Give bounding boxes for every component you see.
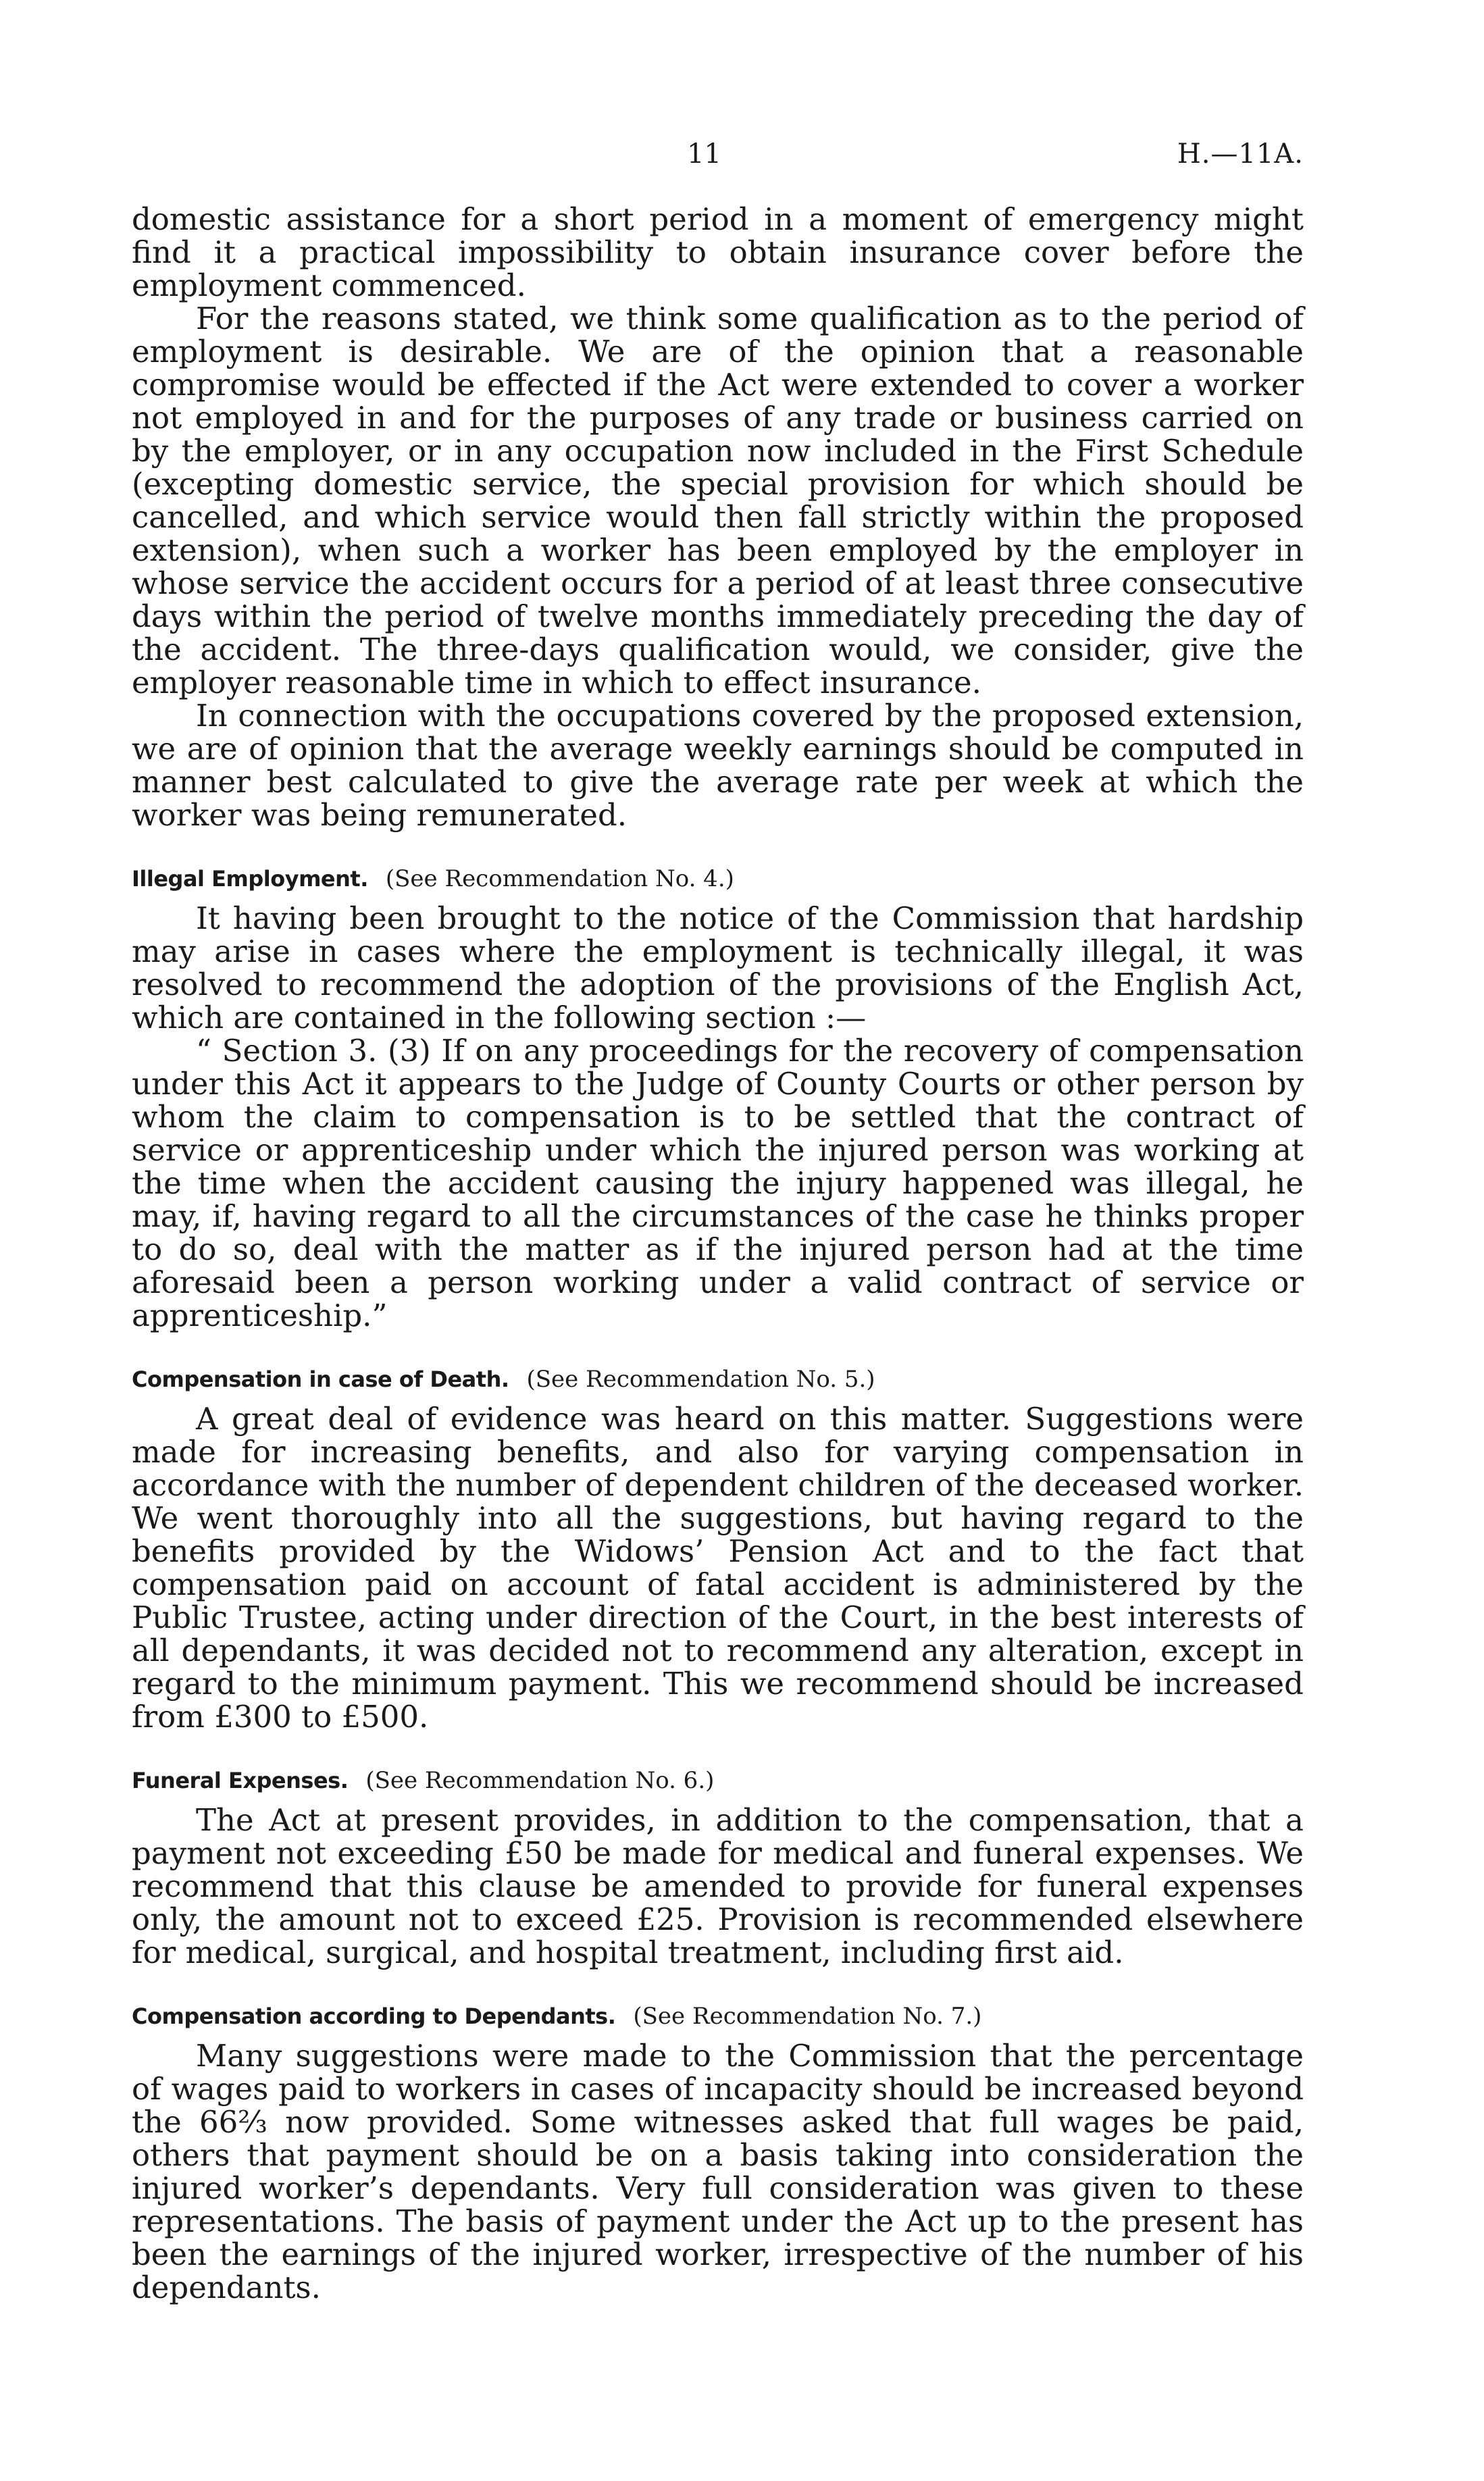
section-compensation-death <box>132 1364 1304 1733</box>
section-heading <box>132 1766 1304 1799</box>
page-number: 11 <box>687 138 721 170</box>
body-text <box>132 203 1304 2304</box>
paragraph: It having been brought to the notice of the Commission that hardship may arise in cases where the employment is technically illegal, it was resolved to recommend the adoption of the provisions of the English Act, which are contained in the following section :— <box>132 900 1304 1035</box>
section-funeral-expenses <box>132 1766 1304 1969</box>
section-heading <box>132 1364 1304 1398</box>
recommendation-reference: (See Recommendation No. 7.) <box>633 2003 982 2030</box>
document-reference: H.—11A. <box>1177 138 1304 170</box>
paragraph: Many suggestions were made to the Commission that the percentage of wages paid to workers in cases of incapacity should be increased beyond the 66⅔ now provided. Some witnesses asked that full wages be paid, others that payment should be on a basis taking into consideration the injured worker’s dependants. Very full consideration was given to these representations. The basis of payment under the Act up to the present has been the earnings of the injured worker, irrespective of the number of his dependants. <box>132 2038 1304 2305</box>
section-title: Funeral Expenses. <box>132 1768 349 1793</box>
section-title: Illegal Employment. <box>132 866 368 892</box>
quoted-section: “ Section 3. (3) If on any proceedings for the recovery of compensation under this Act it appears to the Judge of County Courts or other person by whom the claim to compensation is to be settled that the contract of service or apprenticeship under which the injured person was working at the time when the accident causing the injury happened was illegal, he may, if, having regard to all the circumstances of the case he thinks proper to do so, deal with the matter as if the injured person had at the time aforesaid been a person working under a valid contract of service or apprenticeship.” <box>132 1033 1304 1333</box>
paragraph: For the reasons stated, we think some qualification as to the period of employment is desirable. We are of the opinion that a reasonable compromise would be effected if the Act were extended to cover a worker not employed in and for the purposes of any trade or business carried on by the employer, or in any occupation now included in the First Schedule (excepting domestic service, the special provision for which should be cancelled, and which service would then fall strictly within the proposed extension), when such a worker has been employed by the employer in whose service the accident occurs for a period of at least three consecutive days within the period of twelve months immediately preceding the day of the accident. The three-days qualification would, we consider, give the employer reasonable time in which to effect insurance. <box>132 301 1304 700</box>
recommendation-reference: (See Recommendation No. 5.) <box>526 1366 875 1393</box>
paragraph: The Act at present provides, in addition to the compensation, that a payment not exceeding £50 be made for medical and funeral expenses. We recommend that this clause be amended to provide for funeral expenses only, the amount not to exceed £25. Provision is recommended elsewhere for medical, surgical, and hospital treatment, including first aid. <box>132 1802 1304 1970</box>
recommendation-reference: (See Recommendation No. 6.) <box>365 1767 715 1794</box>
section-title: Compensation in case of Death. <box>132 1366 509 1392</box>
paragraph: A great deal of evidence was heard on this matter. Suggestions were made for increasing benefits, and also for varying compensation in accordance with the number of dependent children of the deceased worker. We went thoroughly into all the suggestions, but having regard to the benefits provided by the Widows’ Pension Act and to the fact that compensation paid on account of fatal accident is administered by the Public Trustee, acting under direction of the Court, in the best interests of all dependants, it was decided not to recommend any alteration, except in regard to the minimum payment. This we recommend should be increased from £300 to £500. <box>132 1401 1304 1735</box>
section-title: Compensation according to Dependants. <box>132 2003 616 2029</box>
paragraph-continued: domestic assistance for a short period in a moment of emergency might find it a practical impossibility to obtain insurance cover before the employment commenced. <box>132 201 1304 303</box>
section-heading <box>132 864 1304 898</box>
section-heading <box>132 2001 1304 2035</box>
recommendation-reference: (See Recommendation No. 4.) <box>385 865 734 892</box>
section-compensation-dependants <box>132 2001 1304 2304</box>
page-header <box>132 138 1304 179</box>
paragraph: In connection with the occupations covered by the proposed extension, we are of opinion that the average weekly earnings should be computed in manner best calculated to give the average rate per week at which the worker was being remunerated. <box>132 698 1304 833</box>
section-illegal-employment <box>132 864 1304 1332</box>
